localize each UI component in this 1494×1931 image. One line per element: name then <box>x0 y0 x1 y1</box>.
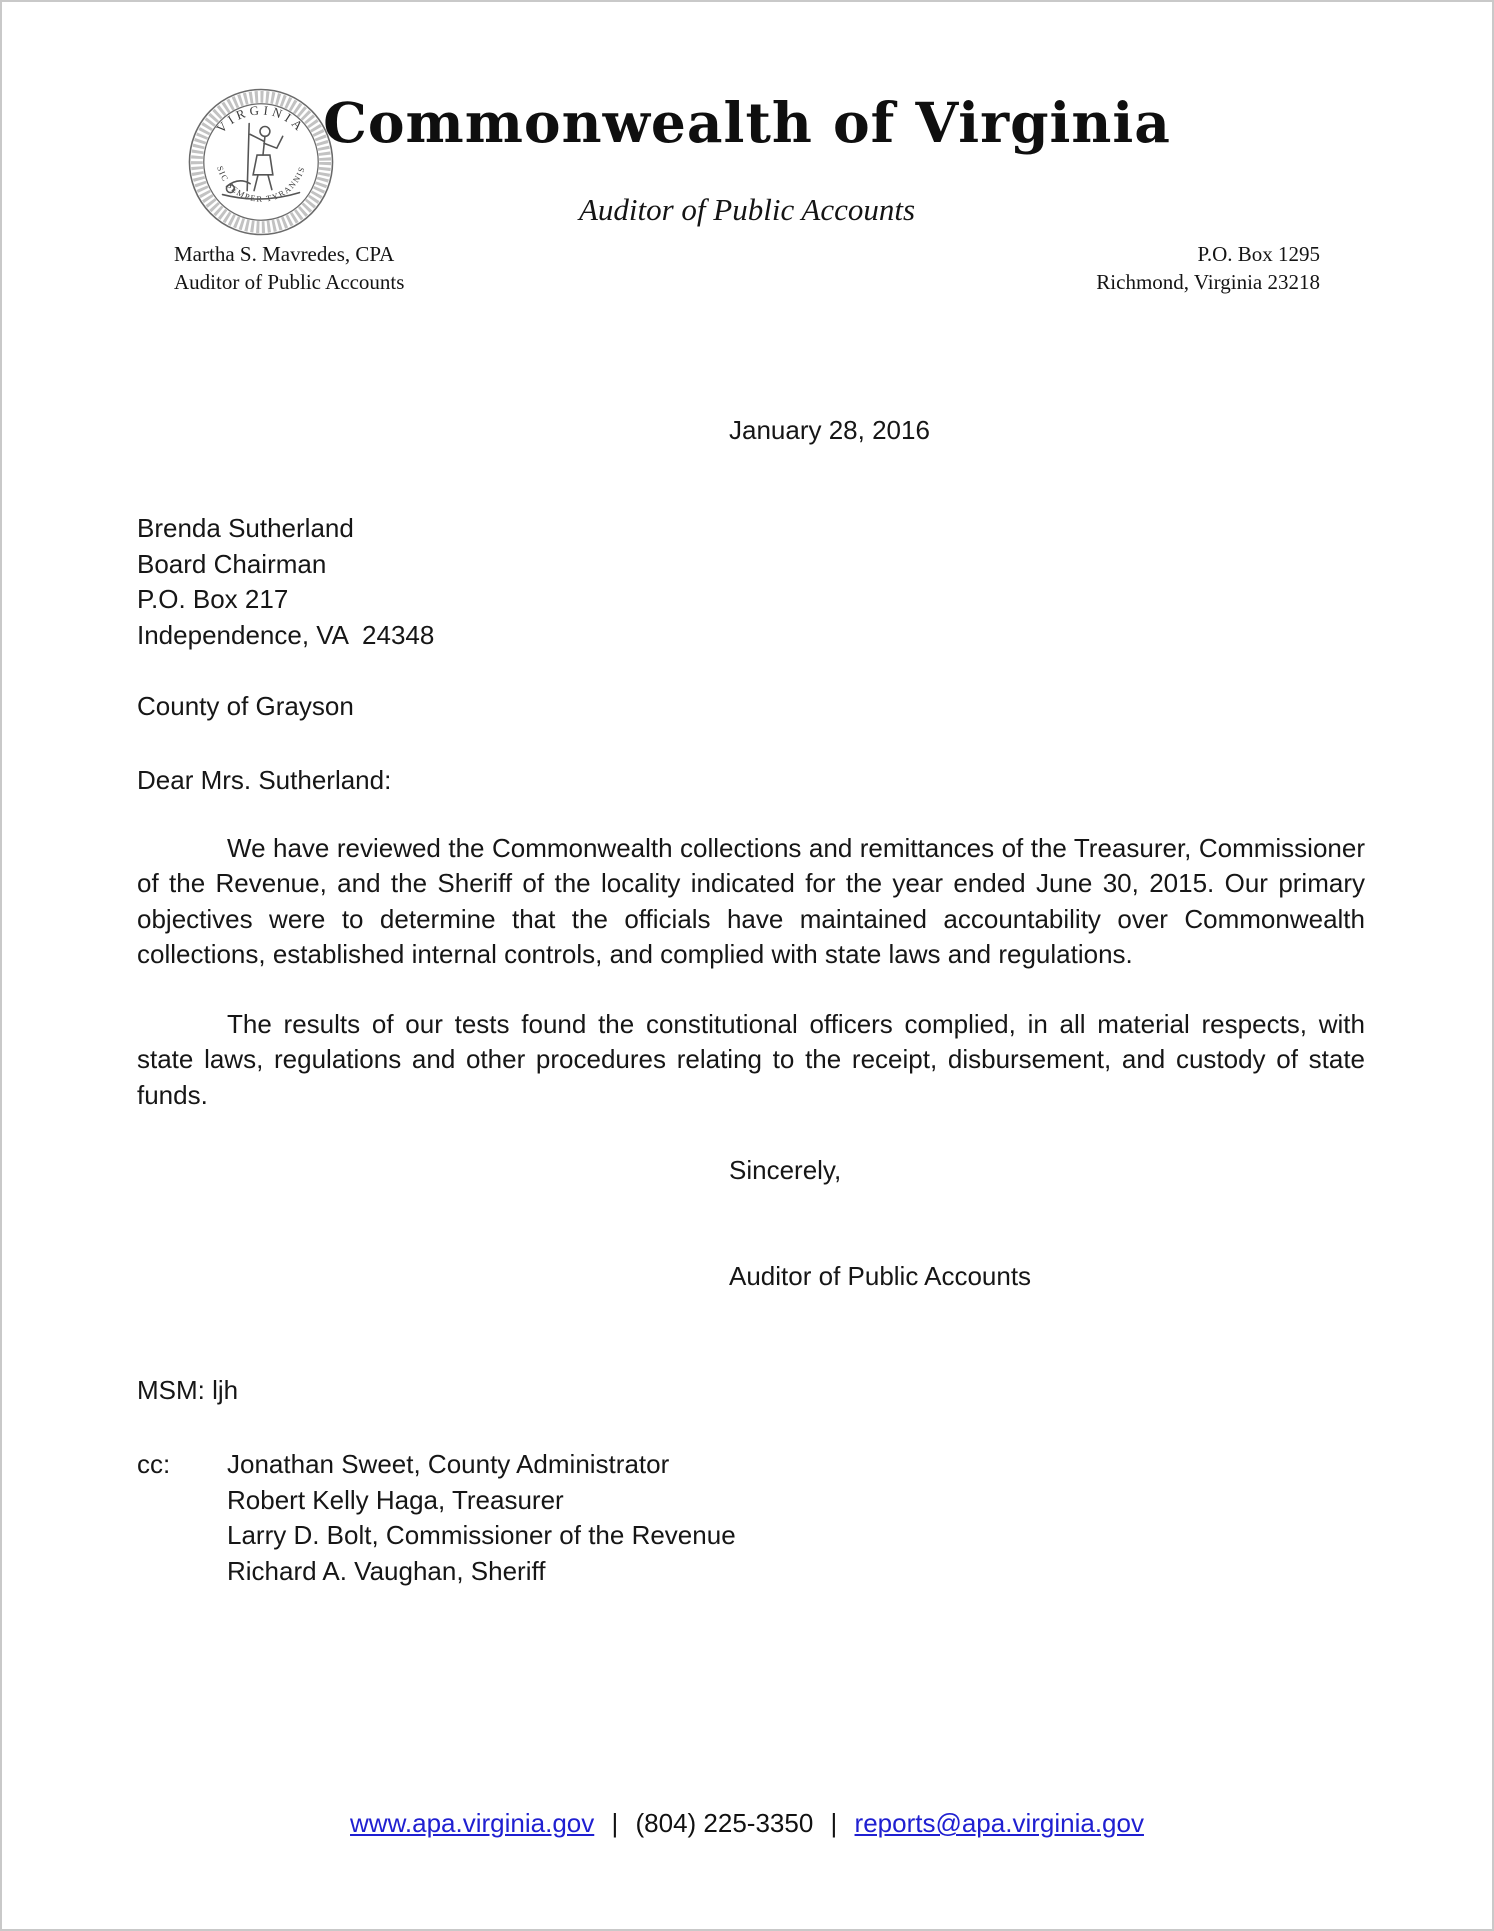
footer-phone: (804) 225-3350 <box>635 1808 814 1838</box>
cc-list <box>227 1447 736 1589</box>
header-po-box: P.O. Box 1295 <box>1197 242 1320 266</box>
cc-item: Robert Kelly Haga, Treasurer <box>227 1484 564 1515</box>
locality-line: County of Grayson <box>137 691 354 721</box>
footer-separator: | <box>611 1808 619 1838</box>
recipient-city-state-zip: Independence, VA 24348 <box>137 619 435 650</box>
recipient-name: Brenda Sutherland <box>137 513 354 543</box>
footer-website-link[interactable]: www.apa.virginia.gov <box>350 1808 595 1838</box>
recipient-title: Board Chairman <box>137 548 327 579</box>
org-subtitle: Auditor of Public Accounts <box>578 192 916 227</box>
cc-item: Richard A. Vaughan, Sheriff <box>227 1555 546 1586</box>
officer-name: Martha S. Mavredes, CPA <box>174 242 395 266</box>
cc-label: cc: <box>137 1449 171 1479</box>
footer-separator: | <box>830 1808 838 1838</box>
cc-item: Jonathan Sweet, County Administrator <box>227 1449 670 1479</box>
signer-title: Auditor of Public Accounts <box>729 1261 1032 1291</box>
letter-date: January 28, 2016 <box>729 415 930 445</box>
footer-contact-line <box>2 1808 1492 1839</box>
body-paragraph-1: We have reviewed the Commonwealth collections and remittances of the Treasurer, Commissioner of the Revenue, and the Sheriff of the locality indicated for the year ended June 30, 2015. Our primary objectives were to determine that the officials have maintained accountability over Commonwealth collections, established internal controls, and complied with state laws and regulations. <box>137 833 1365 969</box>
header-city-state-zip: Richmond, Virginia 23218 <box>1096 270 1320 294</box>
seal-bottom-text: SIC SEMPER TYRANNIS <box>215 164 307 204</box>
closing: Sincerely, <box>729 1155 842 1185</box>
body-paragraph-2: The results of our tests found the constitutional officers complied, in all material respects, with state laws, regulations and other procedures relating to the receipt, disbursement, and custody of state funds. <box>137 1009 1365 1110</box>
cc-item: Larry D. Bolt, Commissioner of the Revenue <box>227 1520 736 1550</box>
header-officer-block <box>174 240 404 296</box>
header-address-block <box>1096 240 1320 296</box>
seal-top-text: VIRGINIA <box>213 103 309 136</box>
recipient-po-box: P.O. Box 217 <box>137 584 289 614</box>
salutation: Dear Mrs. Sutherland: <box>137 765 392 795</box>
officer-title: Auditor of Public Accounts <box>174 270 405 294</box>
footer-email-link[interactable]: reports@apa.virginia.gov <box>854 1808 1144 1838</box>
cc-block <box>137 1447 736 1589</box>
reference-initials: MSM: ljh <box>137 1375 239 1405</box>
recipient-address-block <box>137 511 434 653</box>
org-title: Commonwealth of Virginia <box>323 90 1171 155</box>
